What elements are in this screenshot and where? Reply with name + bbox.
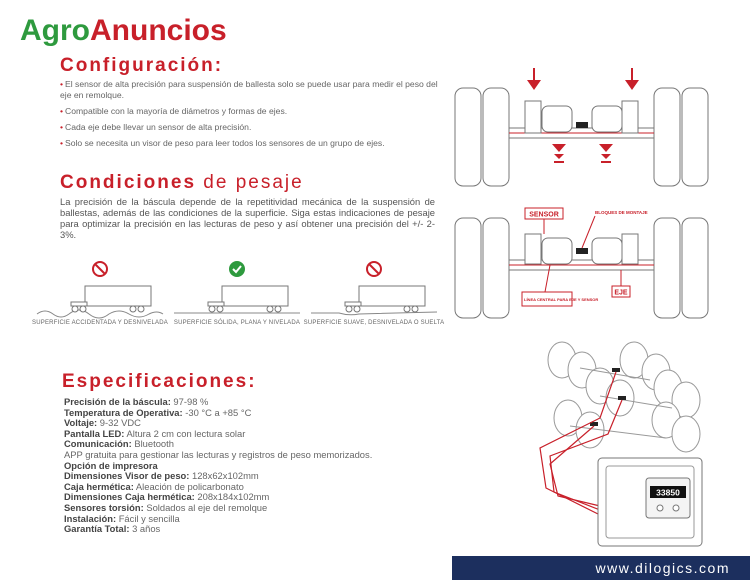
surface-condition-flat [172,258,302,328]
spec-row: Caja hermética: Aleación de policarbonato [64,480,244,492]
spec-row: Sensores torsión: Soldados al eje del remolque [64,501,268,513]
axle-diagram-labelled [450,204,715,324]
check-icon [228,260,246,278]
especificaciones-heading: Especificaciones: [62,371,257,392]
logo-part-anuncios: Anuncios [90,14,227,47]
spec-row: Precisión de la báscula: 97-98 % [64,396,209,407]
spec-row: Dimensiones Caja hermética: 208x184x102mm [64,491,270,503]
logo-part-agro: Agro [20,14,90,47]
spec-row: Opción de impresora [64,459,158,471]
prohibited-icon [365,260,383,278]
list-item: • Cada eje debe llevar un sensor de alta precisión. [60,122,252,132]
installation-illustration [450,338,720,556]
condiciones-heading: Condiciones de pesaje [60,172,304,193]
list-item: • El sensor de alta precisión para suspensión de ballesta solo se puede usar para medir el peso del eje en remolque. [60,79,438,100]
display-readout: 33850 [656,487,680,498]
trailer-soft-icon [309,278,439,320]
condiciones-paragraph: La precisión de la báscula depende de la repetitividad mecánica de la suspensión de ballestas, además de las condiciones de la superficie. Siga estas indicaciones de pesaje para optimizar la precisión en las lecturas de peso y así obtener una precisión del +/- 2-3%. [60,196,435,240]
axle-diagram-top [450,66,715,191]
label-sensor: SENSOR [529,211,559,219]
spec-row: APP gratuita para gestionar las lecturas y registros de peso memorizados. [64,448,373,460]
spec-row: Voltaje: 9-32 VDC [64,417,141,429]
surface-caption: SUPERFICIE SUAVE, DESNIVELADA O SUELTA [303,320,445,326]
configuracion-list [60,79,440,154]
trailer-flat-icon [172,278,302,320]
label-eje: EJE [614,289,628,297]
spec-row: Temperatura de Operativa: -30 °C a +85 °C [64,406,252,418]
list-item: • Compatible con la mayoría de diámetros y formas de ejes. [60,106,288,116]
footer-url-link[interactable]: www.dilogics.com [595,560,730,576]
label-linea-central: LÍNEA CENTRAL PARA EJE Y SENSOR [524,297,599,302]
brand-logo [20,14,227,48]
label-bloques: BLOQUES DE MONTAJE [595,210,648,215]
surface-condition-soft [303,258,445,328]
spec-row: Instalación: Fácil y sencilla [64,512,180,524]
specs-list [64,397,444,535]
surface-caption: SUPERFICIE ACCIDENTADA Y DESNIVELADA [32,320,168,326]
trailer-rough-icon [35,278,165,320]
surface-caption: SUPERFICIE SÓLIDA, PLANA Y NIVELADA [173,320,301,326]
spec-row: Garantía Total: 3 años [64,523,161,535]
prohibited-icon [91,260,109,278]
spec-row: Dimensiones Visor de peso: 128x62x102mm [64,470,259,482]
spec-row: Comunicación: Bluetooth [64,438,174,450]
surface-condition-rough [32,258,168,328]
configuracion-heading: Configuración: [60,55,224,76]
spec-row: Pantalla LED: Altura 2 cm con lectura solar [64,427,246,439]
list-item: • Solo se necesita un visor de peso para leer todos los sensores de un grupo de ejes. [60,138,385,148]
footer-bar [452,556,750,580]
